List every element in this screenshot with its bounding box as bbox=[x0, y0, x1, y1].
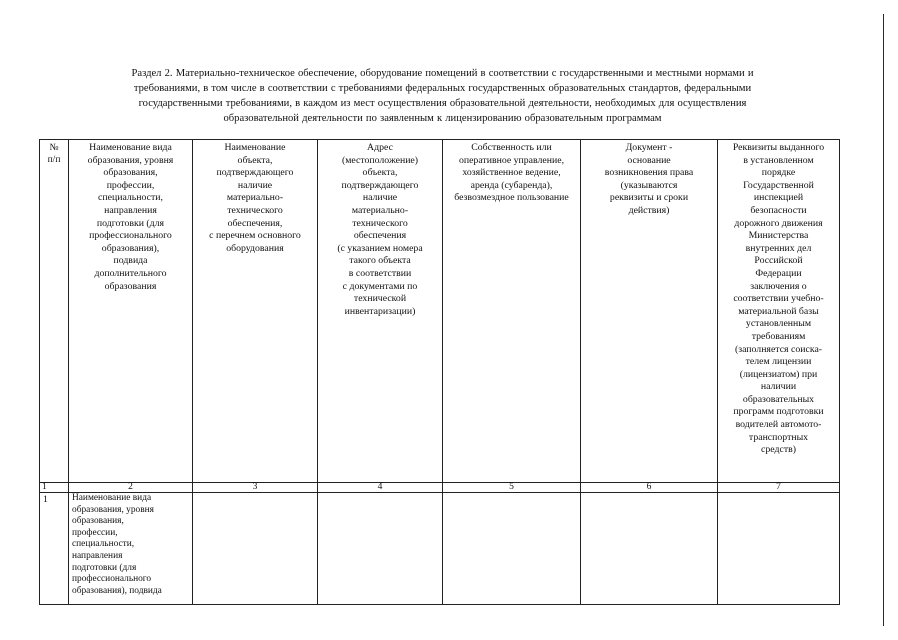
section-heading-line: Раздел 2. Материально-техническое обеспечение, оборудование помещений в соответствии с государственными и местными нормами и bbox=[131, 68, 754, 79]
header-text: Адрес (местоположение) объекта, подтверждающего наличие материально- технического обеспечения (с указанием номера такого объекта в соответствии с документами по технической инвентаризации) bbox=[337, 142, 423, 317]
section-heading-line: требованиями, в том числе в соответствии с требованиями федеральных государственных образовательных стандартов, федеральными bbox=[133, 83, 752, 94]
column-number: 6 bbox=[581, 483, 718, 493]
header-cell-number bbox=[40, 140, 69, 483]
row-text: Наименование вида образования, уровня образования, профессии, специальности, направления подготовки (для профессионального образования), подвида bbox=[72, 493, 162, 596]
header-text: Документ - основание возникновения права (указываются реквизиты и сроки действия) bbox=[604, 142, 694, 216]
header-text: № п/п bbox=[47, 143, 61, 165]
header-cell-address bbox=[318, 140, 443, 483]
column-number: 3 bbox=[193, 483, 318, 493]
material-support-table bbox=[39, 139, 840, 605]
header-cell-education-type bbox=[69, 140, 193, 483]
empty-cell bbox=[193, 493, 318, 605]
column-number: 2 bbox=[69, 483, 193, 493]
table-header-row bbox=[40, 140, 840, 483]
column-number: 7 bbox=[718, 483, 840, 493]
empty-cell bbox=[318, 493, 443, 605]
column-number: 4 bbox=[318, 483, 443, 493]
empty-cell bbox=[581, 493, 718, 605]
column-number: 5 bbox=[443, 483, 581, 493]
header-text: Наименование вида образования, уровня образования, профессии, специальности, направления подготовки (для профессионального образования), подвида дополнительного образования bbox=[87, 142, 174, 292]
column-number: 1 bbox=[40, 483, 69, 493]
header-cell-document bbox=[581, 140, 718, 483]
empty-cell bbox=[718, 493, 840, 605]
row-number: 1 bbox=[40, 493, 69, 605]
section-heading-line: государственными требованиями, в каждом из мест осуществления образовательной деятельности, необходимых для осуществления bbox=[138, 98, 747, 109]
empty-cell bbox=[443, 493, 581, 605]
header-text: Собственность или оперативное управление, хозяйственное ведение, аренда (субаренда), безвозмездное пользование bbox=[454, 142, 569, 204]
page-edge-line bbox=[883, 14, 884, 626]
header-cell-gibdd-details bbox=[718, 140, 840, 483]
column-number-row bbox=[40, 483, 840, 493]
row-education-type bbox=[69, 493, 193, 605]
table-row bbox=[40, 493, 840, 605]
header-cell-ownership bbox=[443, 140, 581, 483]
section-heading-line: образовательной деятельности по заявленным к лицензированию образовательным программам bbox=[223, 113, 662, 124]
section-heading bbox=[40, 66, 845, 126]
header-text: Реквизиты выданного в установленном порядке Государственной инспекцией безопасности дорожного движения Министерства внутренних дел Российской Федерации заключения о соответствии учебно- материальной базы установленным требованиям (заполняется соиска- телем лицензии (лицензиатом) при наличии образовательных программ подготовки водителей автомото- транспортных средств) bbox=[732, 142, 825, 456]
header-cell-object-name bbox=[193, 140, 318, 483]
header-text: Наименование объекта, подтверждающего наличие материально- технического обеспечения, с перечнем основного оборудования bbox=[209, 142, 301, 254]
